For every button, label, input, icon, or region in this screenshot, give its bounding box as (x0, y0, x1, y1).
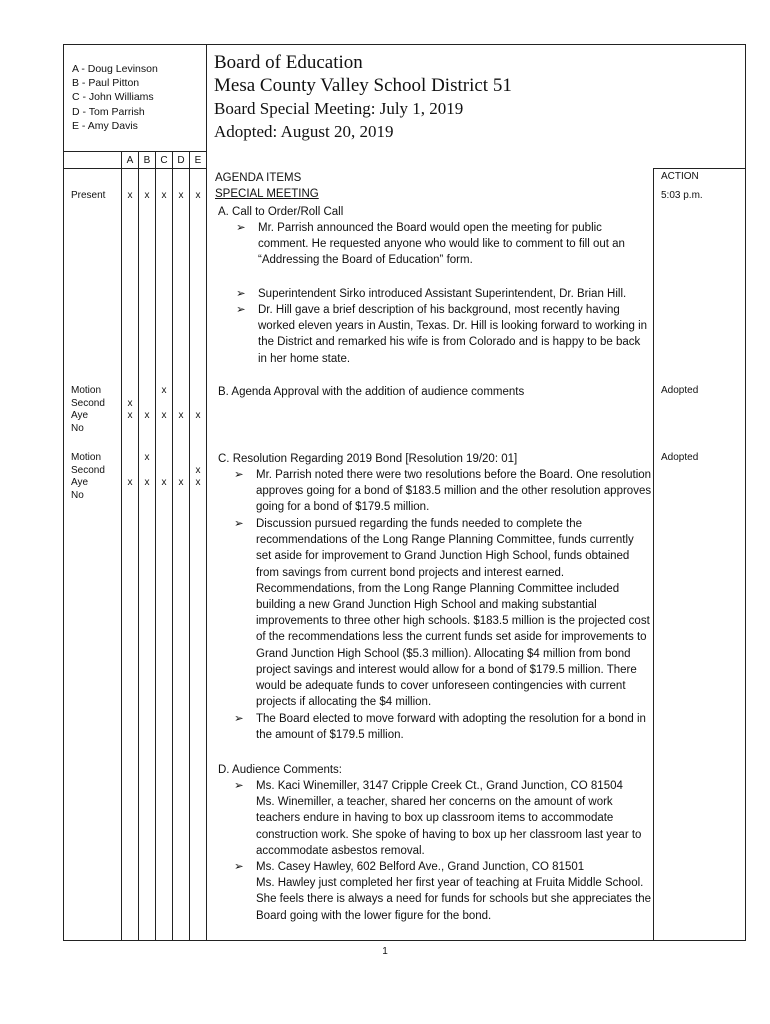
vote-col-divider (155, 151, 156, 941)
motion-mark-c: x (161, 385, 167, 396)
title-adopted: Adopted: August 20, 2019 (214, 122, 394, 141)
bullet-line: Board going with the lower figure for the bond. (256, 909, 492, 922)
action-column-divider (653, 168, 654, 941)
bullet-line: construction work. She spoke of having to box up her classroom last year to (256, 828, 642, 841)
arrow-bullet-icon: ➢ (236, 288, 246, 300)
bullet-line: set aside for improvement to Grand Junction High School, funds obtained (256, 550, 630, 563)
arrow-bullet-icon: ➢ (234, 713, 244, 725)
action-time: 5:03 p.m. (661, 190, 703, 201)
arrow-bullet-icon: ➢ (234, 780, 244, 792)
bullet-line: going for a bond of $179.5 million. (256, 501, 430, 514)
header-divider-horizontal (63, 151, 207, 152)
second-mark-e: x (195, 465, 201, 476)
bullet-line: Discussion pursued regarding the funds needed to complete the (256, 518, 583, 530)
agenda-item-b-title: B. Agenda Approval with the addition of audience comments (218, 386, 525, 398)
bullet-line: comment. He requested anyone who would like to comment to fill out an (258, 238, 625, 251)
board-member: D - Tom Parrish (72, 105, 145, 118)
column-header-b: B (143, 155, 151, 166)
vote-col-divider (138, 151, 139, 941)
bullet-line: Ms. Winemiller, a teacher, shared her concerns on the amount of work (256, 796, 613, 809)
bullet-line: Mr. Parrish noted there were two resolutions before the Board. One resolution (256, 469, 652, 481)
table-border-top (63, 44, 745, 45)
vote-label-no: No (71, 489, 84, 501)
bullet-line: The Board elected to move forward with adopting the resolution for a bond in (256, 713, 646, 725)
present-mark-a: x (127, 190, 133, 201)
bullet-line: Ms. Kaci Winemiller, 3147 Cripple Creek Ct., Grand Junction, CO 81504 (256, 780, 623, 792)
aye-mark-b: x (144, 410, 150, 421)
vote-col-divider (189, 151, 190, 941)
vote-label-no: No (71, 422, 84, 434)
present-mark-b: x (144, 190, 150, 201)
bullet-line: improvements to three other high schools. $183.5 million is the projected cost (256, 615, 650, 628)
aye-mark-e: x (195, 477, 201, 488)
page-number: 1 (382, 946, 388, 957)
second-mark-a: x (127, 398, 133, 409)
bullet-line: recommendations of the Long Range Planning Committee, funds currently (256, 534, 634, 547)
vote-label-motion: Motion (71, 452, 102, 463)
present-label: Present (71, 190, 106, 201)
agenda-item-c-title: C. Resolution Regarding 2019 Bond [Resolution 19/20: 01] (218, 453, 518, 465)
bullet-line: from savings from current bond projects and interest earned. (256, 566, 565, 579)
action-column-top (653, 168, 746, 169)
vote-labels-b (71, 385, 105, 435)
title-board: Board of Education (214, 52, 363, 73)
vote-label-aye: Aye (71, 410, 89, 421)
vote-label-aye: Aye (71, 477, 89, 488)
table-border-right (745, 44, 746, 941)
present-mark-e: x (195, 190, 201, 201)
bullet-line: the District and remarked his wife is from Colorado and is happy to be back (258, 336, 641, 349)
bullet-line: Grand Junction High School ($5.3 million). Allocating $4 million from bond (256, 647, 631, 660)
arrow-bullet-icon: ➢ (234, 518, 244, 530)
present-mark-d: x (178, 190, 184, 201)
agenda-item-a-title: A. Call to Order/Roll Call (218, 206, 344, 218)
section-title: SPECIAL MEETING (215, 188, 319, 200)
column-header-c: C (160, 155, 168, 166)
column-header-a: A (126, 155, 134, 166)
bullet-line: Recommendations, from the Long Range Planning Committee included (256, 582, 620, 595)
table-border-bottom (63, 940, 746, 941)
action-header: ACTION (661, 171, 699, 182)
bullet-line: Mr. Parrish announced the Board would open the meeting for public (258, 222, 602, 234)
vote-label-motion: Motion (71, 385, 102, 396)
document-title (214, 51, 512, 143)
agenda-item-d-title: D. Audience Comments: (218, 764, 343, 776)
aye-mark-c: x (161, 477, 167, 488)
aye-mark-c: x (161, 410, 167, 421)
aye-mark-d: x (178, 410, 184, 421)
header-divider-vertical (206, 44, 207, 941)
bullet-line: Ms. Casey Hawley, 602 Belford Ave., Grand Junction, CO 81501 (256, 861, 585, 873)
vote-label-second: Second (71, 397, 105, 409)
aye-mark-e: x (195, 410, 201, 421)
arrow-bullet-icon: ➢ (236, 222, 246, 234)
board-member: C - John Williams (72, 91, 154, 104)
bullet-line: worked eleven years in Austin, Texas. Dr. Hill is looking forward to working in (258, 320, 648, 333)
bullet-line: approves going for a bond of $183.5 million and the other resolution approves (256, 485, 652, 498)
header-bottom-rule (63, 168, 207, 169)
bullet-line: would be adequate funds to cover unforeseen contingencies with current (256, 680, 626, 693)
board-member-list (72, 62, 158, 133)
motion-mark-b: x (144, 452, 150, 463)
arrow-bullet-icon: ➢ (234, 469, 244, 481)
board-member: B - Paul Pitton (72, 77, 140, 90)
aye-mark-a: x (127, 477, 133, 488)
board-member: E - Amy Davis (72, 119, 138, 132)
bullet-line: project savings and interest would allow for a bond of $179.5 million. There (256, 663, 637, 676)
bullet-line: Superintendent Sirko introduced Assistant Superintendent, Dr. Brian Hill. (258, 288, 627, 300)
bullet-line: in her home state. (258, 352, 351, 365)
bullet-line: Dr. Hill gave a brief description of his background, most recently having (258, 304, 620, 316)
vote-labels-c (71, 452, 105, 502)
present-mark-c: x (161, 190, 167, 201)
agenda-items-header: AGENDA ITEMS (215, 172, 302, 184)
bullet-line: building a new Grand Junction High School and making substantial (256, 599, 597, 612)
vote-col-divider (121, 151, 122, 941)
aye-mark-d: x (178, 477, 184, 488)
table-border-left (63, 44, 64, 941)
action-adopted-c: Adopted (661, 452, 699, 463)
column-header-d: D (177, 155, 185, 166)
bullet-line: of the recommendations less the current funds set aside for improvements to (256, 631, 647, 644)
action-adopted-b: Adopted (661, 385, 699, 396)
title-meeting: Board Special Meeting: July 1, 2019 (214, 99, 464, 118)
vote-label-second: Second (71, 464, 105, 476)
column-header-e: E (194, 155, 202, 166)
bullet-line: teachers endure in having to box up classroom items to accommodate (256, 812, 614, 825)
aye-mark-a: x (127, 410, 133, 421)
arrow-bullet-icon: ➢ (234, 861, 244, 873)
bullet-line: “Addressing the Board of Education” form. (258, 254, 473, 267)
board-member: A - Doug Levinson (72, 63, 158, 75)
aye-mark-b: x (144, 477, 150, 488)
bullet-line: the amount of $179.5 million. (256, 729, 404, 742)
bullet-line: projects if allocating the $4 million. (256, 696, 432, 709)
arrow-bullet-icon: ➢ (236, 304, 246, 316)
vote-col-divider (172, 151, 173, 941)
bullet-line: accommodate asbestos removal. (256, 844, 425, 857)
title-district: Mesa County Valley School District 51 (214, 75, 512, 96)
bullet-line: She feels there is always a need for funds for schools but she appreciates the (256, 893, 652, 906)
bullet-line: Ms. Hawley just completed her first year of teaching at Fruita Middle School. (256, 877, 644, 890)
